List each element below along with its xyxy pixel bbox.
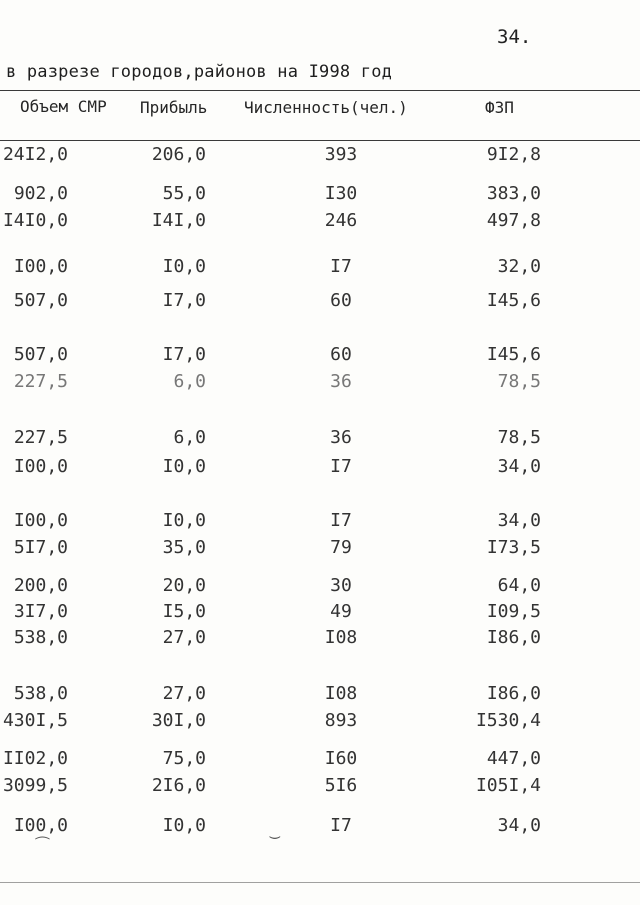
ink-mark: ‿ [270,820,280,839]
table-row [0,510,640,532]
table-row [0,775,640,797]
table-cell-c2: I5,0 [162,601,206,622]
table-row [0,710,640,732]
table-cell-c2: I0,0 [162,256,206,277]
table-cell-c2: 27,0 [162,683,206,704]
table-cell-c4: I86,0 [486,683,541,704]
table-cell-c3: 60 [330,344,352,365]
table-cell-c3: 79 [330,537,352,558]
table-row [0,344,640,366]
table-cell-c1: I00,0 [13,456,68,477]
ink-mark: ⁀ [36,836,49,855]
header-payroll-fund: ФЗП [485,98,514,117]
table-cell-c4: 34,0 [497,815,541,836]
table-cell-c2: I4I,0 [151,210,206,231]
table-cell-c3: 246 [324,210,358,231]
table-row [0,427,640,449]
page-number: 34. [497,26,532,48]
table-cell-c4: 447,0 [486,748,541,769]
table-cell-c4: I45,6 [486,290,541,311]
table-cell-c4: 78,5 [497,371,541,392]
page-bottom-rule [0,882,640,883]
table-row [0,371,640,393]
table-cell-c1: I00,0 [13,256,68,277]
table-cell-c2: I7,0 [162,344,206,365]
table-row [0,183,640,205]
table-cell-c2: I7,0 [162,290,206,311]
table-cell-c4: 497,8 [486,210,541,231]
table-row [0,815,640,837]
header-headcount: Численность(чел.) [244,98,408,117]
table-cell-c1: 227,5 [13,371,68,392]
table-cell-c3: 60 [330,290,352,311]
header-volume-smr: Объем СМР [20,97,107,116]
table-cell-c1: 3I7,0 [13,601,68,622]
table-cell-c2: 30I,0 [151,710,206,731]
table-cell-c2: 27,0 [162,627,206,648]
table-row [0,144,640,166]
table-subtitle: в разрезе городов,районов на I998 год [6,62,393,82]
table-cell-c1: 507,0 [13,344,68,365]
table-cell-c2: 206,0 [151,144,206,165]
table-cell-c3: 36 [330,371,352,392]
table-cell-c4: 34,0 [497,456,541,477]
table-row [0,575,640,597]
table-row [0,748,640,770]
table-cell-c2: 75,0 [162,748,206,769]
table-cell-c3: 36 [330,427,352,448]
table-cell-c1: 3099,5 [2,775,68,796]
table-cell-c2: 35,0 [162,537,206,558]
table-row [0,210,640,232]
table-cell-c1: 200,0 [13,575,68,596]
table-cell-c3: 5I6 [324,775,358,796]
table-cell-c2: 6,0 [173,427,206,448]
table-cell-c1: 507,0 [13,290,68,311]
table-cell-c4: I530,4 [475,710,541,731]
table-cell-c4: I05I,4 [475,775,541,796]
table-cell-c4: 64,0 [497,575,541,596]
header-bottom-rule [0,140,640,141]
table-cell-c1: 24I2,0 [2,144,68,165]
table-cell-c3: 893 [324,710,358,731]
table-cell-c3: 30 [330,575,352,596]
table-cell-c3: 49 [330,601,352,622]
table-cell-c2: I0,0 [162,815,206,836]
table-cell-c3: I08 [324,627,358,648]
table-cell-c4: 78,5 [497,427,541,448]
table-cell-c4: 34,0 [497,510,541,531]
table-cell-c4: 32,0 [497,256,541,277]
table-cell-c3: I7 [330,456,352,477]
table-cell-c1: I00,0 [13,510,68,531]
table-row [0,256,640,278]
table-cell-c1: 227,5 [13,427,68,448]
table-cell-c1: 538,0 [13,683,68,704]
table-cell-c3: I7 [330,815,352,836]
table-cell-c4: I09,5 [486,601,541,622]
header-profit: Прибыль [140,98,208,117]
table-cell-c1: I4I0,0 [2,210,68,231]
table-cell-c4: I45,6 [486,344,541,365]
table-row [0,683,640,705]
table-cell-c3: I08 [324,683,358,704]
table-cell-c4: 9I2,8 [486,144,541,165]
table-cell-c2: I0,0 [162,510,206,531]
table-cell-c3: 393 [324,144,358,165]
table-cell-c1: 902,0 [13,183,68,204]
table-cell-c2: I0,0 [162,456,206,477]
table-cell-c3: I7 [330,256,352,277]
table-cell-c1: 430I,5 [2,710,68,731]
table-cell-c2: 6,0 [173,371,206,392]
table-cell-c2: 55,0 [162,183,206,204]
table-cell-c1: II02,0 [2,748,68,769]
table-row [0,290,640,312]
table-row [0,601,640,623]
table-row [0,627,640,649]
table-cell-c1: 5I7,0 [13,537,68,558]
table-cell-c3: I30 [324,183,358,204]
header-top-rule [0,90,640,91]
table-cell-c3: I7 [330,510,352,531]
table-cell-c4: I86,0 [486,627,541,648]
table-cell-c2: 20,0 [162,575,206,596]
table-cell-c2: 2I6,0 [151,775,206,796]
table-cell-c1: 538,0 [13,627,68,648]
table-row [0,537,640,559]
table-cell-c4: I73,5 [486,537,541,558]
table-row [0,456,640,478]
table-cell-c1: I00,0 [13,815,68,836]
table-cell-c3: I60 [324,748,358,769]
table-cell-c4: 383,0 [486,183,541,204]
